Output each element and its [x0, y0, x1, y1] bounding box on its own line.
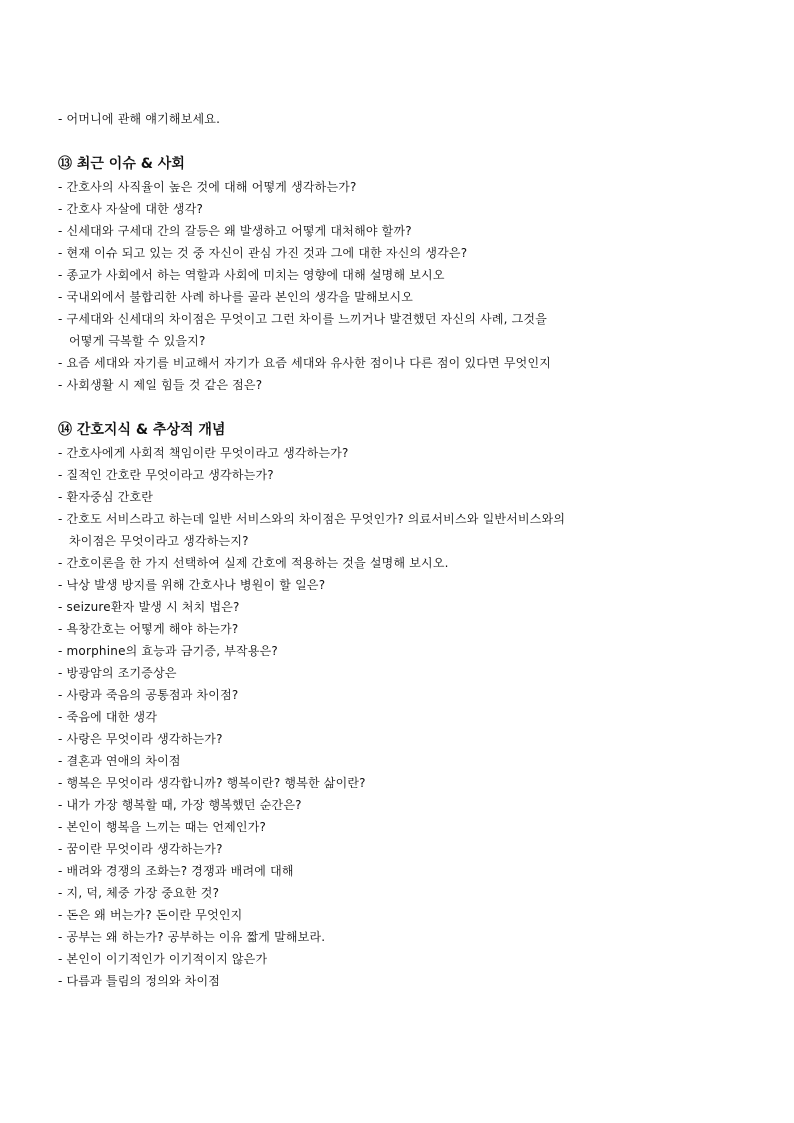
- list-item: - 죽음에 대한 생각: [58, 710, 158, 724]
- list-item: - 사회생활 시 제일 힘들 것 같은 점은?: [58, 378, 263, 392]
- list-item: - 질적인 간호란 무엇이라고 생각하는가?: [58, 468, 274, 482]
- list-item: - 결혼과 연애의 차이점: [58, 754, 181, 768]
- list-item: - 돈은 왜 버는가? 돈이란 무엇인지: [58, 908, 243, 922]
- intro-line: - 어머니에 관해 얘기해보세요.: [58, 112, 221, 126]
- list-item: - 행복은 무엇이라 생각합니까? 행복이란? 행복한 삶이란?: [58, 776, 366, 790]
- list-item: - 현재 이슈 되고 있는 것 중 자신이 관심 가진 것과 그에 대한 자신의 생각은?: [58, 246, 468, 260]
- section-14-heading: ⑭ 간호지식 & 추상적 개념: [58, 422, 226, 438]
- list-item: - 다름과 틀림의 정의와 차이점: [58, 974, 221, 988]
- list-item: - 사랑과 죽음의 공통점과 차이점?: [58, 688, 239, 702]
- list-item: - 배려와 경쟁의 조화는? 경쟁과 배려에 대해: [58, 864, 294, 878]
- list-item: - 간호도 서비스라고 하는데 일반 서비스와의 차이점은 무엇인가? 의료서비스와 일반서비스와의: [58, 512, 566, 526]
- list-item: - 간호사의 사직율이 높은 것에 대해 어떻게 생각하는가?: [58, 180, 357, 194]
- list-item: - 신세대와 구세대 간의 갈등은 왜 발생하고 어떻게 대처해야 할까?: [58, 224, 412, 238]
- list-item-continuation: 어떻게 극복할 수 있을지?: [69, 334, 206, 348]
- list-item: - 공부는 왜 하는가? 공부하는 이유 짧게 말해보라.: [58, 930, 326, 944]
- list-item: - 본인이 이기적인가 이기적이지 않은가: [58, 952, 268, 966]
- list-item: - 구세대와 신세대의 차이점은 무엇이고 그런 차이를 느끼거나 발견했던 자신의 사례, 그것을: [58, 312, 548, 326]
- list-item-continuation: 차이점은 무엇이라고 생각하는지?: [69, 534, 249, 548]
- list-item: - 본인이 행복을 느끼는 때는 언제인가?: [58, 820, 267, 834]
- list-item: - 간호이론을 한 가지 선택하여 실제 간호에 적용하는 것을 설명해 보시오.: [58, 556, 449, 570]
- list-item: - seizure환자 발생 시 처치 법은?: [58, 600, 240, 614]
- list-item: - 욕창간호는 어떻게 해야 하는가?: [58, 622, 239, 636]
- list-item: - morphine의 효능과 금기증, 부작용은?: [58, 644, 278, 658]
- list-item: - 종교가 사회에서 하는 역할과 사회에 미치는 영향에 대해 설명해 보시오: [58, 268, 445, 282]
- list-item: - 환자중심 간호란: [58, 490, 154, 504]
- list-item: - 간호사 자살에 대한 생각?: [58, 202, 204, 216]
- list-item: - 지, 덕, 체중 가장 중요한 것?: [58, 886, 220, 900]
- list-item: - 간호사에게 사회적 책임이란 무엇이라고 생각하는가?: [58, 446, 349, 460]
- list-item: - 사랑은 무엇이라 생각하는가?: [58, 732, 223, 746]
- section-13-heading: ⑬ 최근 이슈 & 사회: [58, 156, 185, 172]
- list-item: - 국내외에서 불합리한 사례 하나를 골라 본인의 생각을 말해보시오: [58, 290, 414, 304]
- list-item: - 내가 가장 행복할 때, 가장 행복했던 순간은?: [58, 798, 302, 812]
- list-item: - 꿈이란 무엇이라 생각하는가?: [58, 842, 223, 856]
- list-item: - 요즘 세대와 자기를 비교해서 자기가 요즘 세대와 유사한 점이나 다른 점이 있다면 무엇인지: [58, 356, 552, 370]
- list-item: - 방광암의 조기증상은: [58, 666, 177, 680]
- list-item: - 낙상 발생 방지를 위해 간호사나 병원이 할 일은?: [58, 578, 326, 592]
